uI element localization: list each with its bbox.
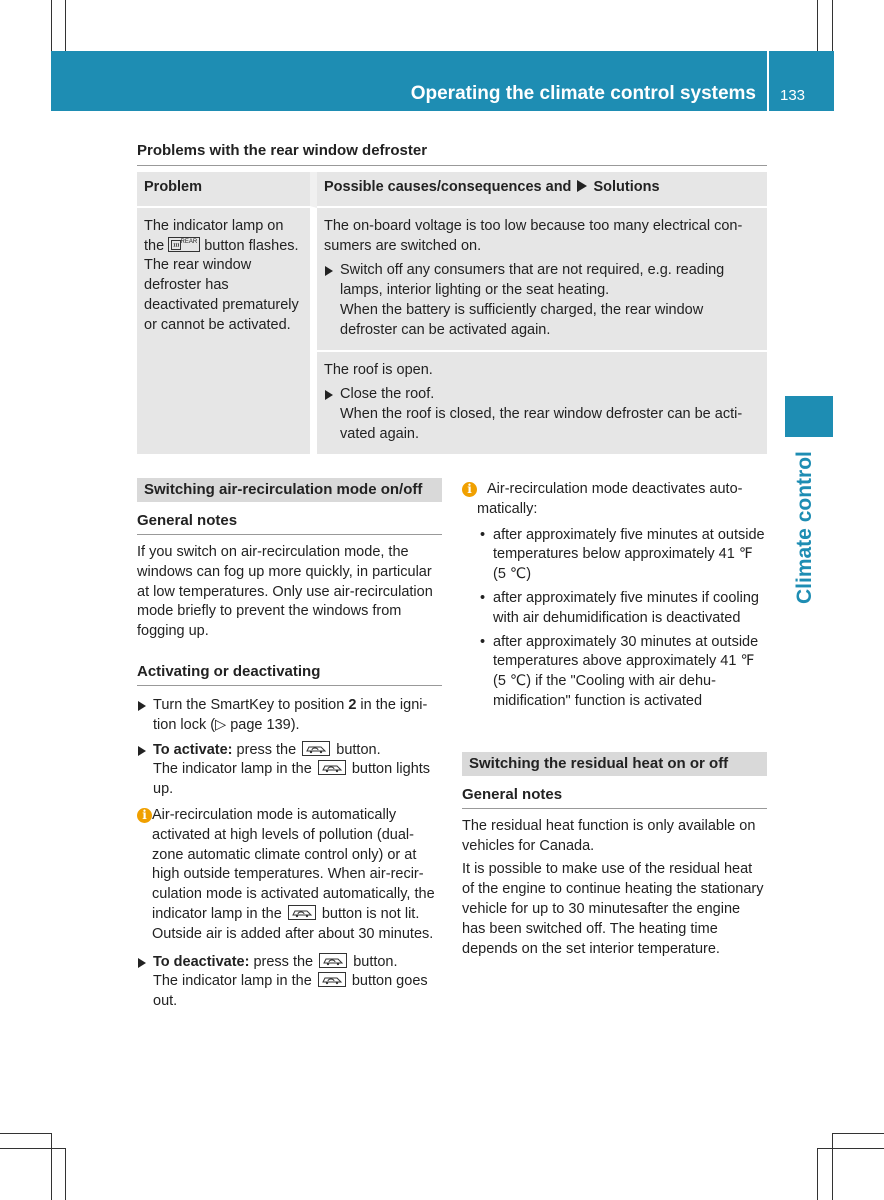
solutions-label: Solutions [593,179,660,195]
step-result: button goes out. [153,973,428,1010]
step-result: The indicator lamp in the [153,761,312,778]
step-label: To activate: [153,741,233,758]
step-result: button lights up. [153,761,431,798]
causes-label: Possible causes/consequences and [324,179,572,195]
problem-cell [137,208,317,454]
step-text: Turn the SmartKey to position [153,696,345,713]
instruction-step [137,696,442,736]
crop-mark [817,0,818,51]
recirculation-icon [318,760,346,775]
column-header-causes [317,172,767,208]
arrow-icon [138,746,146,756]
info-icon: i [137,808,152,823]
recirculation-icon [319,953,347,968]
right-column [462,478,767,959]
auto-deactivation-list [462,526,767,712]
crop-mark [51,1133,52,1200]
cause-cell [317,208,767,350]
recirculation-icon [288,905,316,920]
info-text: button is not lit. Outside air is added after about 30 minutes. [152,905,434,942]
cause-text: The roof is open. [324,361,433,378]
arrow-icon [577,180,587,192]
recirculation-icon [302,741,330,756]
solution-step [324,261,760,340]
step-text: button. [336,741,381,758]
step-text: press the [253,953,314,970]
page-number: 133 [780,87,806,104]
crop-mark [832,1133,833,1200]
instruction-step [137,953,442,1012]
recirculation-icon [318,972,346,987]
step-text: in the ignition lock (▷ page 139). [153,696,428,733]
problem-text-cont: button flashes. The rear window defroster has deactivated prematurely or cannot be activated. [144,237,299,333]
chapter-tab-label: Climate control [793,451,816,604]
crop-mark [65,1148,66,1200]
step-text: Close the roof. [340,386,435,403]
info-note [462,480,767,520]
subheading-activating: Activating or deactivating [137,662,442,686]
chapter-tab-marker [785,396,833,437]
section-title-defroster: Problems with the rear window defroster [137,141,767,166]
info-text: Air-recirculation mode is automatically activated at high levels of pollution (dual-zone automatic climate control only) or at high outside temperatures. When air-recirculation mode is activated automatically, the indicator lamp in the [152,806,435,922]
rear-defroster-icon [168,237,200,252]
info-note [137,806,442,945]
crop-mark [65,0,66,51]
recirculation-section [137,478,442,1012]
arrow-icon [138,701,146,711]
crop-mark [832,1133,884,1134]
step-result: When the roof is closed, the rear window defroster can be activated again. [340,406,743,442]
info-text: Air-recirculation mode deactivates automatically: [477,481,743,517]
crop-mark [0,1133,51,1134]
solution-step [324,385,760,444]
step-label: To deactivate: [153,953,250,970]
page-title: Operating the climate control systems [410,83,756,104]
subheading-general-notes: General notes [462,785,767,809]
arrow-icon [325,390,333,400]
list-item: • after approximately five minutes at outside temperatures below approximately 41 ℉ (5 ℃) [477,526,767,585]
info-icon: i [462,482,477,497]
subheading-general-notes: General notes [137,511,442,535]
crop-mark [51,0,52,51]
section-title-residual-heat: Switching the residual heat on or off [462,752,767,776]
arrow-icon [325,266,333,276]
step-text: button. [353,953,398,970]
residual-text: It is possible to make use of the residual heat of the engine to continue heating the stationary vehicle for up to 30 minutesafter the engine has been switched off. The heating time depends on the set interior temperature. [462,861,764,957]
rear-icon-text: REAR [180,238,198,245]
step-key-position: 2 [348,696,357,713]
step-result: When the battery is sufficiently charged, the rear window defroster can be activated again. [340,301,704,338]
list-item: • after approximately five minutes if cooling with air dehumidification is deactivated [477,589,767,629]
arrow-icon [138,958,146,968]
defroster-table [137,172,767,454]
column-header-problem: Problem [137,172,317,208]
instruction-step [137,741,442,800]
header-divider [767,51,769,111]
list-item: • after approximately 30 minutes at outside temperatures above approximately 41 ℉ (5 ℃) if the "Cooling with air dehumidification" function is activated [477,633,767,712]
crop-mark [0,1148,65,1149]
crop-mark [832,0,833,51]
residual-text: The residual heat function is only available on vehicles for Canada. [462,817,756,854]
section-title-recirculation: Switching air-recirculation mode on/off [137,478,442,502]
crop-mark [817,1148,884,1149]
general-notes-text: If you switch on air-recirculation mode, the windows can fog up more quickly, in particular at low temperatures. Only use air-recirculation mode briefly to prevent the windows from fogging up. [137,544,433,640]
cause-cell [317,350,767,454]
step-text: press the [236,741,297,758]
cause-text: The on-board voltage is too low because too many electrical consumers are switched on. [324,217,743,254]
step-text: Switch off any consumers that are not required, e.g. reading lamps, interior lighting or the seat heating. [340,262,725,299]
crop-mark [817,1148,818,1200]
step-result: The indicator lamp in the [153,973,312,990]
problem-text: The indicator lamp on the [144,217,284,254]
